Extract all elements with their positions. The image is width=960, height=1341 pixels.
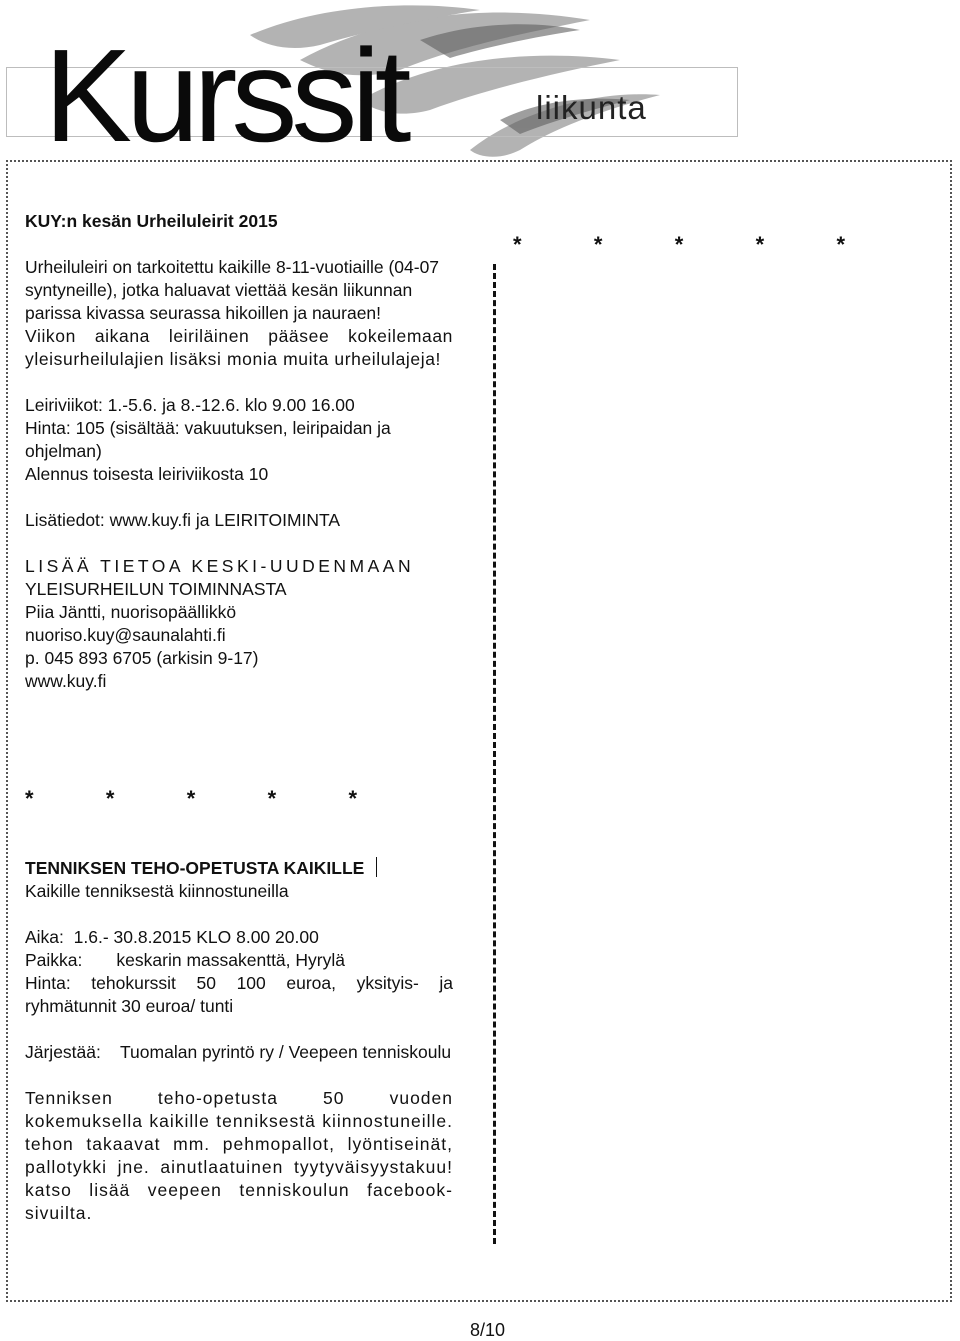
tennis-heading: TENNIKSEN TEHO-OPETUSTA KAIKILLE xyxy=(25,858,365,878)
column-divider xyxy=(493,264,496,1244)
tennis-organizer: Järjestää: Tuomalan pyrintö ry / Veepeen tenniskoulu xyxy=(25,1042,452,1062)
tennis-section xyxy=(25,857,453,1225)
camp-heading: KUY:n kesän Urheiluleirit 2015 xyxy=(25,211,278,231)
camp-intro-2: Viikon aikana leiriläinen pääsee kokeilemaan yleisurheilulajien lisäksi monia muita urheilulajeja! xyxy=(25,326,453,369)
star: * xyxy=(674,232,684,257)
contact-email[interactable]: nuoriso.kuy@saunalahti.fi xyxy=(25,625,226,645)
left-star-separator xyxy=(25,786,357,812)
camp-discount: Alennus toisesta leiriviikosta 10 xyxy=(25,464,269,484)
star: * xyxy=(25,786,34,811)
star: * xyxy=(513,232,522,257)
heading-rule xyxy=(376,857,377,877)
tennis-price: Hinta: tehokurssit 50 100 euroa, yksityis- ja ryhmätunnit 30 euroa/ tunti xyxy=(25,973,453,1016)
camp-weeks: Leiriviikot: 1.-5.6. ja 8.-12.6. klo 9.00 16.00 xyxy=(25,395,355,415)
star: * xyxy=(593,232,603,257)
star: * xyxy=(267,786,277,811)
page-title: Kurssit xyxy=(44,22,406,169)
star: * xyxy=(105,786,115,811)
more-info-line-1: LISÄÄ TIETOA KESKI-UUDENMAAN xyxy=(25,556,415,576)
tennis-time: Aika: 1.6.- 30.8.2015 KLO 8.00 20.00 xyxy=(25,927,319,947)
contact-phone: p. 045 893 6705 (arkisin 9-17) xyxy=(25,648,259,668)
tennis-description: Tenniksen teho-opetusta 50 vuoden kokemuksella kaikille tenniksestä kiinnostuneille. tehon takaavat mm. pehmopallot, lyöntiseinät, pallotykki jne. ainutlaatuinen tyytyväisyystakuu! katso lisää veepeen tenniskoulun facebook-sivuilta. xyxy=(25,1088,453,1223)
tennis-place: Paikka: keskarin massakenttä, Hyrylä xyxy=(25,950,345,970)
right-star-separator xyxy=(513,232,845,258)
section-subtitle: liikunta xyxy=(536,89,647,126)
star: * xyxy=(186,786,196,811)
star: * xyxy=(755,232,765,257)
camp-info: Lisätiedot: www.kuy.fi ja LEIRITOIMINTA xyxy=(25,510,341,530)
camp-intro: Urheiluleiri on tarkoitettu kaikille 8-11-vuotiaille (04-07 syntyneille), jotka haluavat viettää kesän liikunnan parissa kivassa seurassa hikoillen ja nauraen! xyxy=(25,257,440,323)
contact-name: Piia Jäntti, nuorisopäällikkö xyxy=(25,602,237,622)
star: * xyxy=(836,232,845,257)
more-info-line-2: YLEISURHEILUN TOIMINNASTA xyxy=(25,579,287,599)
star: * xyxy=(348,786,357,811)
camp-section xyxy=(25,210,453,693)
camp-price: Hinta: 105 (sisältää: vakuutuksen, leiripaidan ja ohjelman) xyxy=(25,418,391,461)
page-number: 8/10 xyxy=(470,1320,506,1340)
contact-web-link[interactable]: www.kuy.fi xyxy=(25,671,107,691)
tennis-subheading: Kaikille tenniksestä kiinnostuneilla xyxy=(25,881,289,901)
